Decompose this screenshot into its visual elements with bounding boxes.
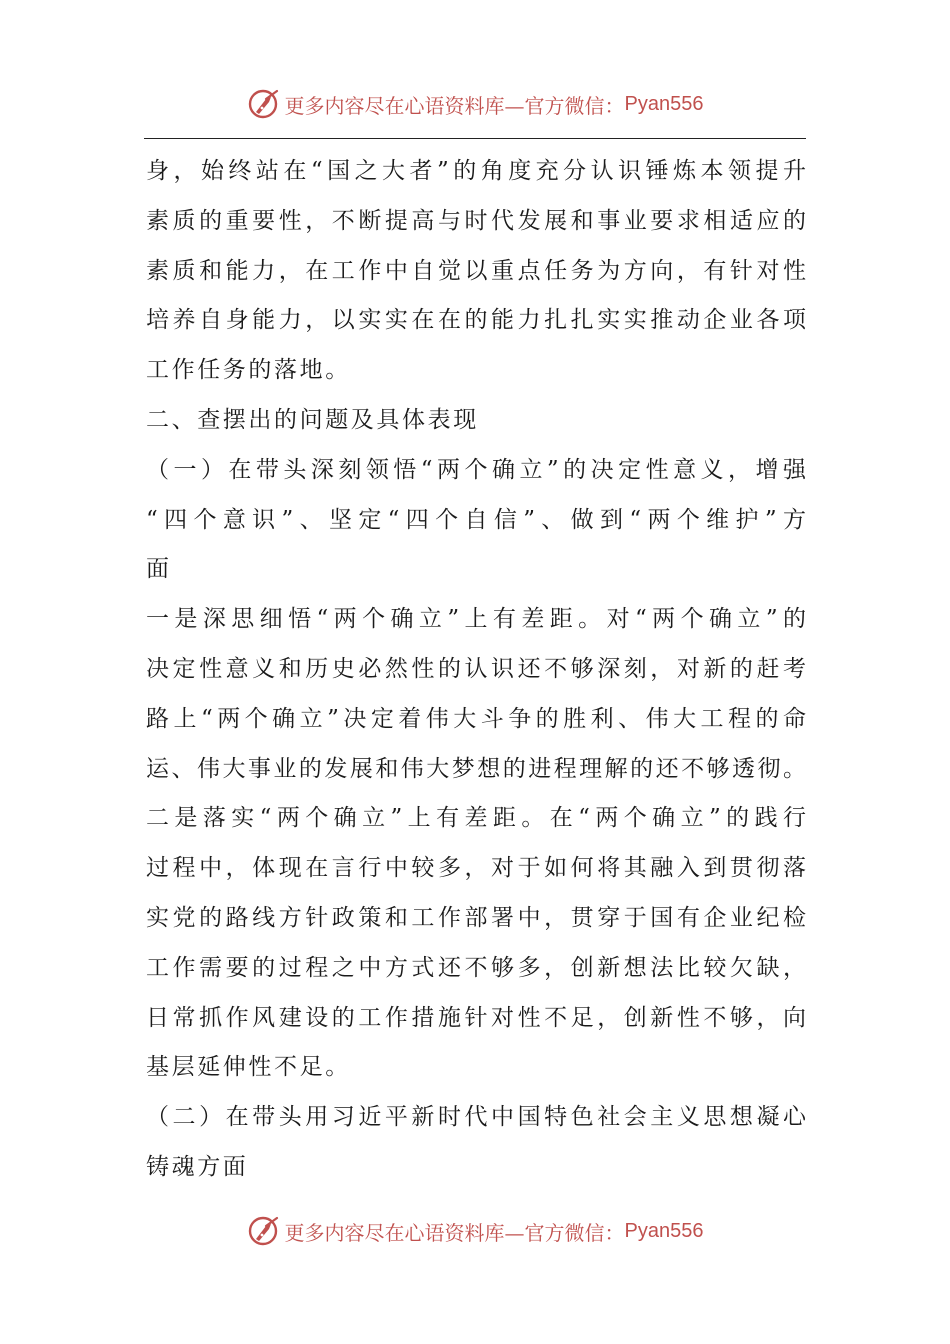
body-line: 决定性意义和历史必然性的认识还不够深刻，对新的赶考 <box>146 655 806 682</box>
body-line: 二是落实“两个确立”上有差距。在“两个确立”的践行 <box>146 805 806 832</box>
footer-banner-wechat-id: Pyan556 <box>624 1219 704 1242</box>
body-line: 路上“两个确立”决定着伟大斗争的胜利、伟大工程的命 <box>146 705 806 732</box>
body-line: 基层延伸性不足。 <box>146 1054 351 1081</box>
header-banner-text: 更多内容尽在心语资料库—官方微信： <box>284 93 625 118</box>
header-banner-wechat-id: Pyan556 <box>624 92 704 115</box>
body-line: 素质和能力，在工作中自觉以重点任务为方向，有针对性 <box>146 257 806 284</box>
body-line: 过程中，体现在言行中较多，对于如何将其融入到贯彻落 <box>146 855 806 882</box>
footer-banner <box>0 1211 950 1251</box>
body-line: 运、伟大事业的发展和伟大梦想的进程理解的还不够透彻。 <box>146 755 806 782</box>
subsection-heading: 铸魂方面 <box>146 1153 249 1180</box>
header-banner <box>0 84 950 124</box>
section-heading: 二、查摆出的问题及具体表现 <box>146 406 479 433</box>
body-line: 实党的路线方针政策和工作部署中，贯穿于国有企业纪检 <box>146 904 806 931</box>
pen-nib-logo-icon <box>247 87 281 121</box>
body-line: 工作需要的过程之中方式还不够多，创新想法比较欠缺， <box>146 954 806 981</box>
body-line: 培养自身能力，以实实在在的能力扎扎实实推动企业各项 <box>146 307 806 334</box>
pen-nib-logo-icon <box>247 1214 281 1248</box>
subsection-heading: “四个意识”、坚定“四个自信”、做到“两个维护”方 <box>146 506 806 533</box>
body-line: 日常抓作风建设的工作措施针对性不足，创新性不够，向 <box>146 1004 806 1031</box>
subsection-heading: （二）在带头用习近平新时代中国特色社会主义思想凝心 <box>146 1104 806 1131</box>
document-body <box>146 147 806 1193</box>
subsection-heading: 面 <box>146 556 172 583</box>
header-divider <box>144 138 806 139</box>
body-line: 一是深思细悟“两个确立”上有差距。对“两个确立”的 <box>146 606 806 633</box>
body-line: 身，始终站在“国之大者”的角度充分认识锤炼本领提升 <box>146 158 806 184</box>
footer-banner-text: 更多内容尽在心语资料库—官方微信： <box>284 1220 625 1245</box>
subsection-heading: （一）在带头深刻领悟“两个确立”的决定性意义，增强 <box>146 456 806 483</box>
body-line: 工作任务的落地。 <box>146 357 351 384</box>
body-line: 素质的重要性，不断提高与时代发展和事业要求相适应的 <box>146 207 806 234</box>
